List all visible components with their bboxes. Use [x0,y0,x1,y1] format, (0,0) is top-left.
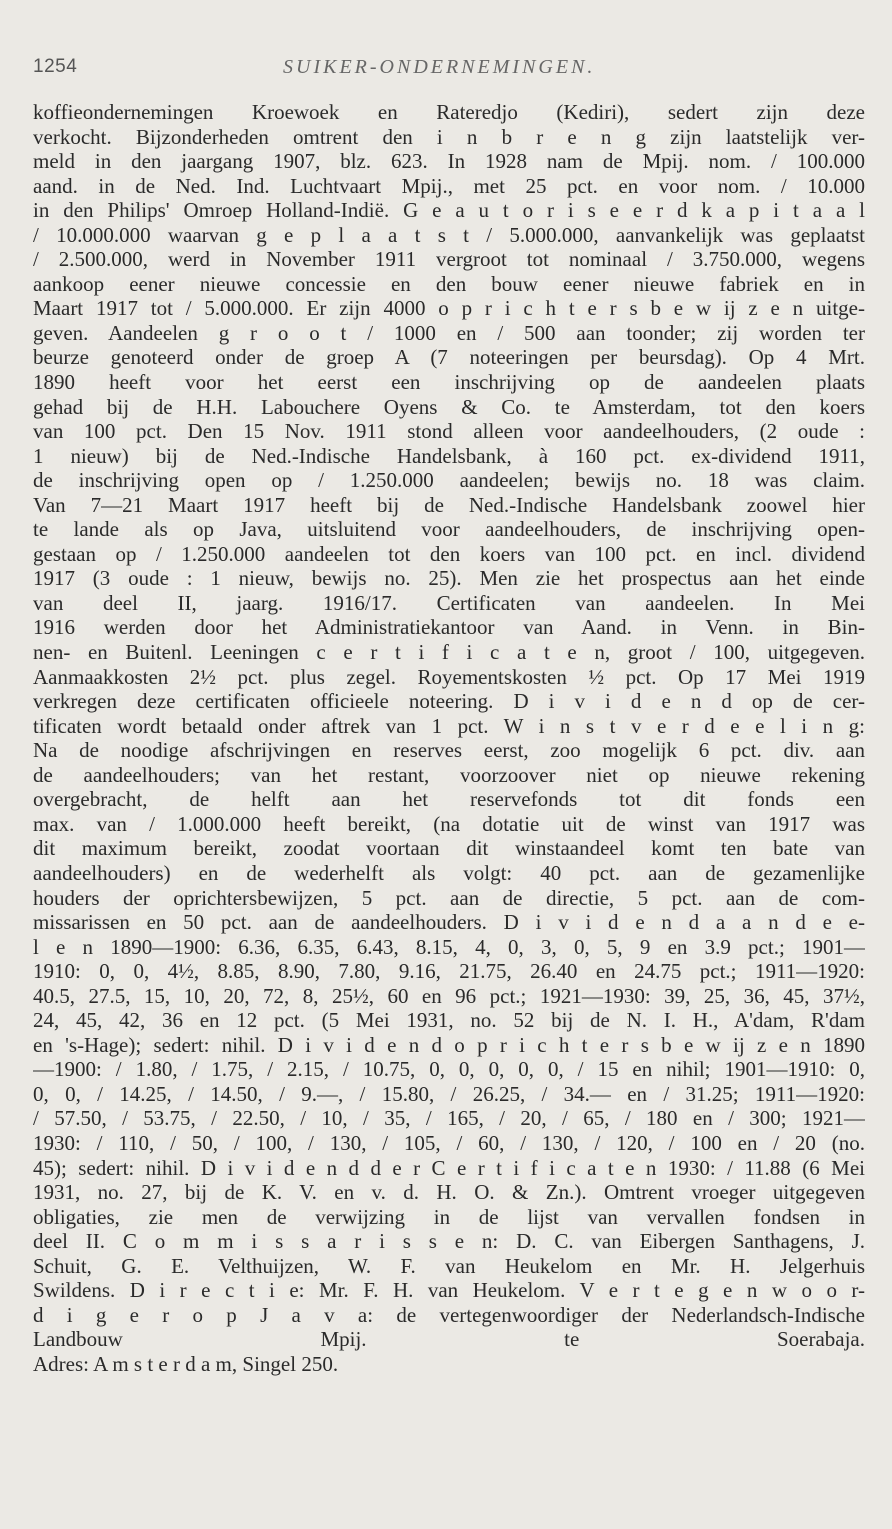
text-line: Na de noodige afschrijvingen en reserves eerst, zoo mogelijk 6 pct. div. aan [33,738,865,763]
text-line: missarissen en 50 pct. aan de aandeelhouders. D i v i d e n d a a n d e e- [33,910,865,935]
text-line: meld in den jaargang 1907, blz. 623. In 1928 nam de Mpij. nom. / 100.000 [33,149,865,174]
text-line: max. van / 1.000.000 heeft bereikt, (na dotatie uit de winst van 1917 was [33,811,865,836]
text-line: 1910: 0, 0, 4½, 8.85, 8.90, 7.80, 9.16, 21.75, 26.40 en 24.75 pct.; 1911—1920: [33,959,865,984]
text-line: beurze genoteerd onder de groep A (7 noteeringen per beursdag). Op 4 Mrt. [33,345,865,370]
text-line: 45); sedert: nihil. D i v i d e n d d e r C e r t i f i c a t e n 1930: / 11.88 (6 Mei [33,1155,865,1180]
text-line: 1 nieuw) bij de Ned.-Indische Handelsbank, à 160 pct. ex-dividend 1911, [33,443,865,468]
text-line: aankoop eener nieuwe concessie en den bouw eener nieuwe fabriek en in [33,271,865,296]
text-line: gestaan op / 1.250.000 aandeelen tot den koers van 100 pct. en incl. dividend [33,541,865,566]
text-line: te lande als op Java, uitsluitend voor aandeelhouders, de inschrijving open- [33,517,865,542]
text-line: —1900: / 1.80, / 1.75, / 2.15, / 10.75, 0, 0, 0, 0, 0, / 15 en nihil; 1901—1910: 0, [33,1057,865,1082]
page-header [33,56,863,88]
text-line: 1890 heeft voor het eerst een inschrijving op de aandeelen plaats [33,370,865,395]
text-line: dit maximum bereikt, zoodat voortaan dit winstaandeel komt ten bate van [33,836,865,861]
text-line: 1930: / 110, / 50, / 100, / 130, / 105, / 60, / 130, / 120, / 100 en / 20 (no. [33,1130,865,1155]
text-line: overgebracht, de helft aan het reservefonds tot dit fonds een [33,787,865,812]
text-line: 40.5, 27.5, 15, 10, 20, 72, 8, 25½, 60 en 96 pct.; 1921—1930: 39, 25, 36, 45, 37½, [33,983,865,1008]
text-line: van 100 pct. Den 15 Nov. 1911 stond alleen voor aandeelhouders, (2 oude : [33,419,865,444]
text-line: / 57.50, / 53.75, / 22.50, / 10, / 35, / 165, / 20, / 65, / 180 en / 300; 1921— [33,1106,865,1131]
text-line: d i g e r o p J a v a: de vertegenwoordiger der Nederlandsch-Indische [33,1302,865,1327]
text-line: Maart 1917 tot / 5.000.000. Er zijn 4000 o p r i c h t e r s b e w ij z e n uitge- [33,296,865,321]
text-line: 1917 (3 oude : 1 nieuw, bewijs no. 25). Men zie het prospectus aan het einde [33,566,865,591]
text-line: 24, 45, 42, 36 en 12 pct. (5 Mei 1931, no. 52 bij de N. I. H., A'dam, R'dam [33,1008,865,1033]
text-line: Landbouw Mpij. te Soerabaja. [33,1327,865,1352]
text-line: de inschrijving open op / 1.250.000 aandeelen; bewijs no. 18 was claim. [33,468,865,493]
text-line: Swildens. D i r e c t i e: Mr. F. H. van Heukelom. V e r t e g e n w o o r- [33,1278,865,1303]
text-line: verkocht. Bijzonderheden omtrent den i n b r e n g zijn laatstelijk ver- [33,124,865,149]
text-line: geven. Aandeelen g r o o t / 1000 en / 500 aan toonder; zij worden ter [33,320,865,345]
page-number: 1254 [33,56,78,77]
text-line: 1931, no. 27, bij de K. V. en v. d. H. O. & Zn.). Omtrent vroeger uitgegeven [33,1180,865,1205]
text-line: / 10.000.000 waarvan g e p l a a t s t / 5.000.000, aanvankelijk was geplaatst [33,222,865,247]
text-line: en 's-Hage); sedert: nihil. D i v i d e n d o p r i c h t e r s b e w ij z e n 1890 [33,1032,865,1057]
text-line: tificaten wordt betaald onder aftrek van 1 pct. W i n s t v e r d e e l i n g: [33,713,865,738]
text-line: nen- en Buitenl. Leeningen c e r t i f i c a t e n, groot / 100, uitgegeven. [33,640,865,665]
text-line: obligaties, zie men de verwijzing in de lijst van vervallen fondsen in [33,1204,865,1229]
text-line: in den Philips' Omroep Holland-Indië. G e a u t o r i s e e r d k a p i t a a l [33,198,865,223]
text-line: aandeelhouders) en de wederhelft als volgt: 40 pct. aan de gezamenlijke [33,860,865,885]
text-line: / 2.500.000, werd in November 1911 vergroot tot nominaal / 3.750.000, wegens [33,247,865,272]
address-line [33,1376,865,1401]
text-line: Van 7—21 Maart 1917 heeft bij de Ned.-Indische Handelsbank zoowel hier [33,492,865,517]
text-line: Schuit, G. E. Velthuijzen, W. F. van Heukelom en Mr. H. Jelgerhuis [33,1253,865,1278]
text-line: Aanmaakkosten 2½ pct. plus zegel. Royementskosten ½ pct. Op 17 Mei 1919 [33,664,865,689]
text-line: koffieondernemingen Kroewoek en Rateredjo (Kediri), sedert zijn deze [33,100,865,124]
text-line: deel II. C o m m i s s a r i s s e n: D. C. van Eibergen Santhagens, J. [33,1229,865,1254]
text-line: 0, 0, / 14.25, / 14.50, / 9.—, / 15.80, / 26.25, / 34.— en / 31.25; 1911—1920: [33,1081,865,1106]
text-line: l e n 1890—1900: 6.36, 6.35, 6.43, 8.15, 4, 0, 3, 0, 5, 9 en 3.9 pct.; 1901— [33,934,865,959]
text-line: 1916 werden door het Administratiekantoor van Aand. in Venn. in Bin- [33,615,865,640]
text-line: Adres: A m s t e r d a m, Singel 250. [33,1351,339,1376]
text-line: van deel II, jaarg. 1916/17. Certificaten van aandeelen. In Mei [33,590,865,615]
text-line: gehad bij de H.H. Labouchere Oyens & Co. te Amsterdam, tot den koers [33,394,865,419]
text-line: houders der oprichtersbewijzen, 5 pct. aan de directie, 5 pct. aan de com- [33,885,865,910]
body-text [33,100,865,1401]
text-line: aand. in de Ned. Ind. Luchtvaart Mpij., met 25 pct. en voor nom. / 10.000 [33,173,865,198]
running-title: SUIKER-ONDERNEMINGEN. [283,56,596,78]
text-line: de aandeelhouders; van het restant, voorzoover niet op nieuwe rekening [33,762,865,787]
text-line: verkregen deze certificaten officieele noteering. D i v i d e n d op de cer- [33,689,865,714]
